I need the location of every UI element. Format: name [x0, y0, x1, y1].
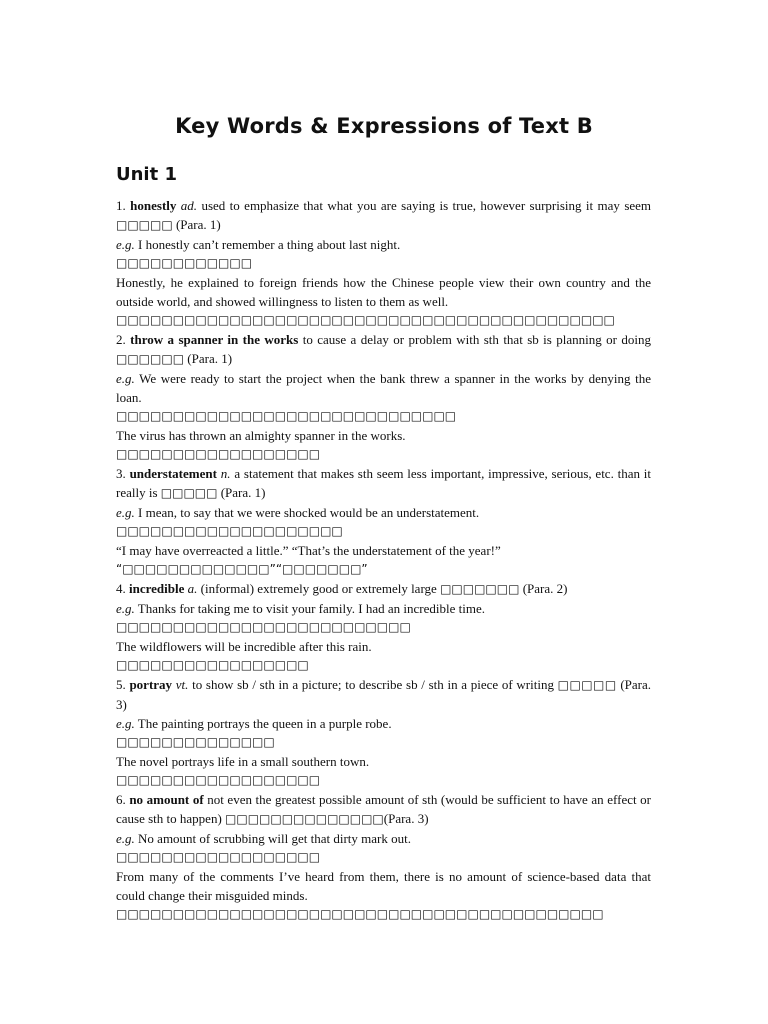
- headword: incredible: [129, 581, 185, 596]
- example-en: e.g. I honestly can’t remember a thing about last night.: [116, 237, 401, 252]
- page-title: Key Words & Expressions of Text B: [175, 114, 593, 138]
- example-zh: □□□□□□□□□□□□□□□□□□□□□□□□□□□□□□□□□□□□□□□□□□□□: [116, 313, 615, 327]
- example-zh: □□□□□□□□□□□□□□□□□: [116, 658, 309, 672]
- chinese-gloss: □□□□□: [557, 678, 617, 692]
- unit-heading: Unit 1: [116, 164, 177, 185]
- example-en: e.g. No amount of scrubbing will get that dirty mark out.: [116, 831, 411, 846]
- example-en: From many of the comments I’ve heard from them, there is no amount of science-based data that could change their misguided minds.: [116, 869, 651, 903]
- chinese-gloss: □□□□□□: [116, 352, 185, 366]
- example-en: e.g. The painting portrays the queen in a purple robe.: [116, 716, 392, 731]
- example-zh: □□□□□□□□□□□□□□□□□□□□□□□□□□: [116, 620, 411, 634]
- example-zh: □□□□□□□□□□□□□□□□□□□□□□□□□□□□□□□□□□□□□□□□□□□: [116, 907, 604, 921]
- part-of-speech: vt.: [175, 677, 189, 692]
- example-zh: □□□□□□□□□□□□□□□□□□: [116, 773, 321, 787]
- definition: a statement that makes sth seem less important, impressive, serious, etc. than it really is: [116, 466, 652, 500]
- entry-headword-line: 3. understatement n. a statement that makes sth seem less important, impressive, serious, etc. than it really is □□□□□ (Para. 1): [116, 466, 652, 500]
- paragraph-ref: (Para. 2): [522, 581, 568, 596]
- example-en: The novel portrays life in a small southern town.: [116, 754, 370, 769]
- chinese-gloss: □□□□□□□: [440, 582, 520, 596]
- paragraph-ref: (Para. 1): [187, 351, 233, 366]
- headword: honestly: [130, 198, 177, 213]
- entry-headword-line: 4. incredible a. (informal) extremely good or extremely large □□□□□□□ (Para. 2): [116, 581, 568, 596]
- example-en: Honestly, he explained to foreign friends how the Chinese people view their own country and the outside world, and showed willingness to listen to them as well.: [116, 275, 651, 309]
- entry-headword-line: 1. honestly ad. used to emphasize that what you are saying is true, however surprising it may seem □□□□□ (Para. 1): [116, 198, 652, 232]
- example-en: e.g. Thanks for taking me to visit your family. I had an incredible time.: [116, 601, 485, 616]
- example-zh: □□□□□□□□□□□□□□□□□□□□□□□□□□□□□□: [116, 409, 457, 423]
- definition: used to emphasize that what you are saying is true, however surprising it may seem: [201, 198, 652, 213]
- example-zh: □□□□□□□□□□□□□□□□□□: [116, 447, 321, 461]
- example-zh: □□□□□□□□□□□□□□□□□□□□: [116, 524, 343, 538]
- example-en: The wildflowers will be incredible after this rain.: [116, 639, 372, 654]
- paragraph-ref: (Para. 1): [220, 485, 266, 500]
- part-of-speech: ad.: [180, 198, 198, 213]
- definition: (informal) extremely good or extremely large: [200, 581, 437, 596]
- definition: not even the greatest possible amount of sth (would be sufficient to have an effect or cause sth to happen): [116, 792, 651, 826]
- headword: understatement: [129, 466, 217, 481]
- example-zh: “□□□□□□□□□□□□□”“□□□□□□□”: [116, 562, 368, 576]
- part-of-speech: a.: [187, 581, 198, 596]
- example-en: “I may have overreacted a little.” “That’s the understatement of the year!”: [116, 543, 501, 558]
- part-of-speech: n.: [220, 466, 231, 481]
- entries-list: [116, 196, 651, 924]
- chinese-gloss: □□□□□□□□□□□□□□: [225, 812, 384, 826]
- paragraph-ref: (Para. 1): [175, 217, 221, 232]
- example-en: e.g. I mean, to say that we were shocked would be an understatement.: [116, 505, 480, 520]
- chinese-gloss: □□□□□: [160, 486, 218, 500]
- example-en: The virus has thrown an almighty spanner in the works.: [116, 428, 406, 443]
- paragraph-ref: (Para. 3): [383, 811, 429, 826]
- example-zh: □□□□□□□□□□□□: [116, 256, 253, 270]
- entry-headword-line: 6. no amount of not even the greatest possible amount of sth (would be sufficient to have an effect or cause sth to happen) □□□□□□□□□□□□□□(Para. 3): [116, 792, 651, 826]
- definition: to cause a delay or problem with sth that sb is planning or doing: [302, 332, 652, 347]
- headword: no amount of: [129, 792, 204, 807]
- entry-headword-line: 2. throw a spanner in the works to cause a delay or problem with sth that sb is planning or doing □□□□□□ (Para. 1): [116, 332, 652, 366]
- chinese-gloss: □□□□□: [116, 218, 173, 232]
- example-zh: □□□□□□□□□□□□□□: [116, 735, 275, 749]
- entry-headword-line: 5. portray vt. to show sb / sth in a picture; to describe sb / sth in a piece of writing □□□□□ (Para. 3): [116, 677, 652, 712]
- headword: throw a spanner in the works: [130, 332, 299, 347]
- headword: portray: [129, 677, 173, 692]
- paragraph-ref: (Para. 3): [116, 677, 652, 712]
- example-zh: □□□□□□□□□□□□□□□□□□: [116, 850, 321, 864]
- definition: to show sb / sth in a picture; to describe sb / sth in a piece of writing: [192, 677, 554, 692]
- example-en: e.g. We were ready to start the project when the bank threw a spanner in the works by denying the loan.: [116, 371, 651, 405]
